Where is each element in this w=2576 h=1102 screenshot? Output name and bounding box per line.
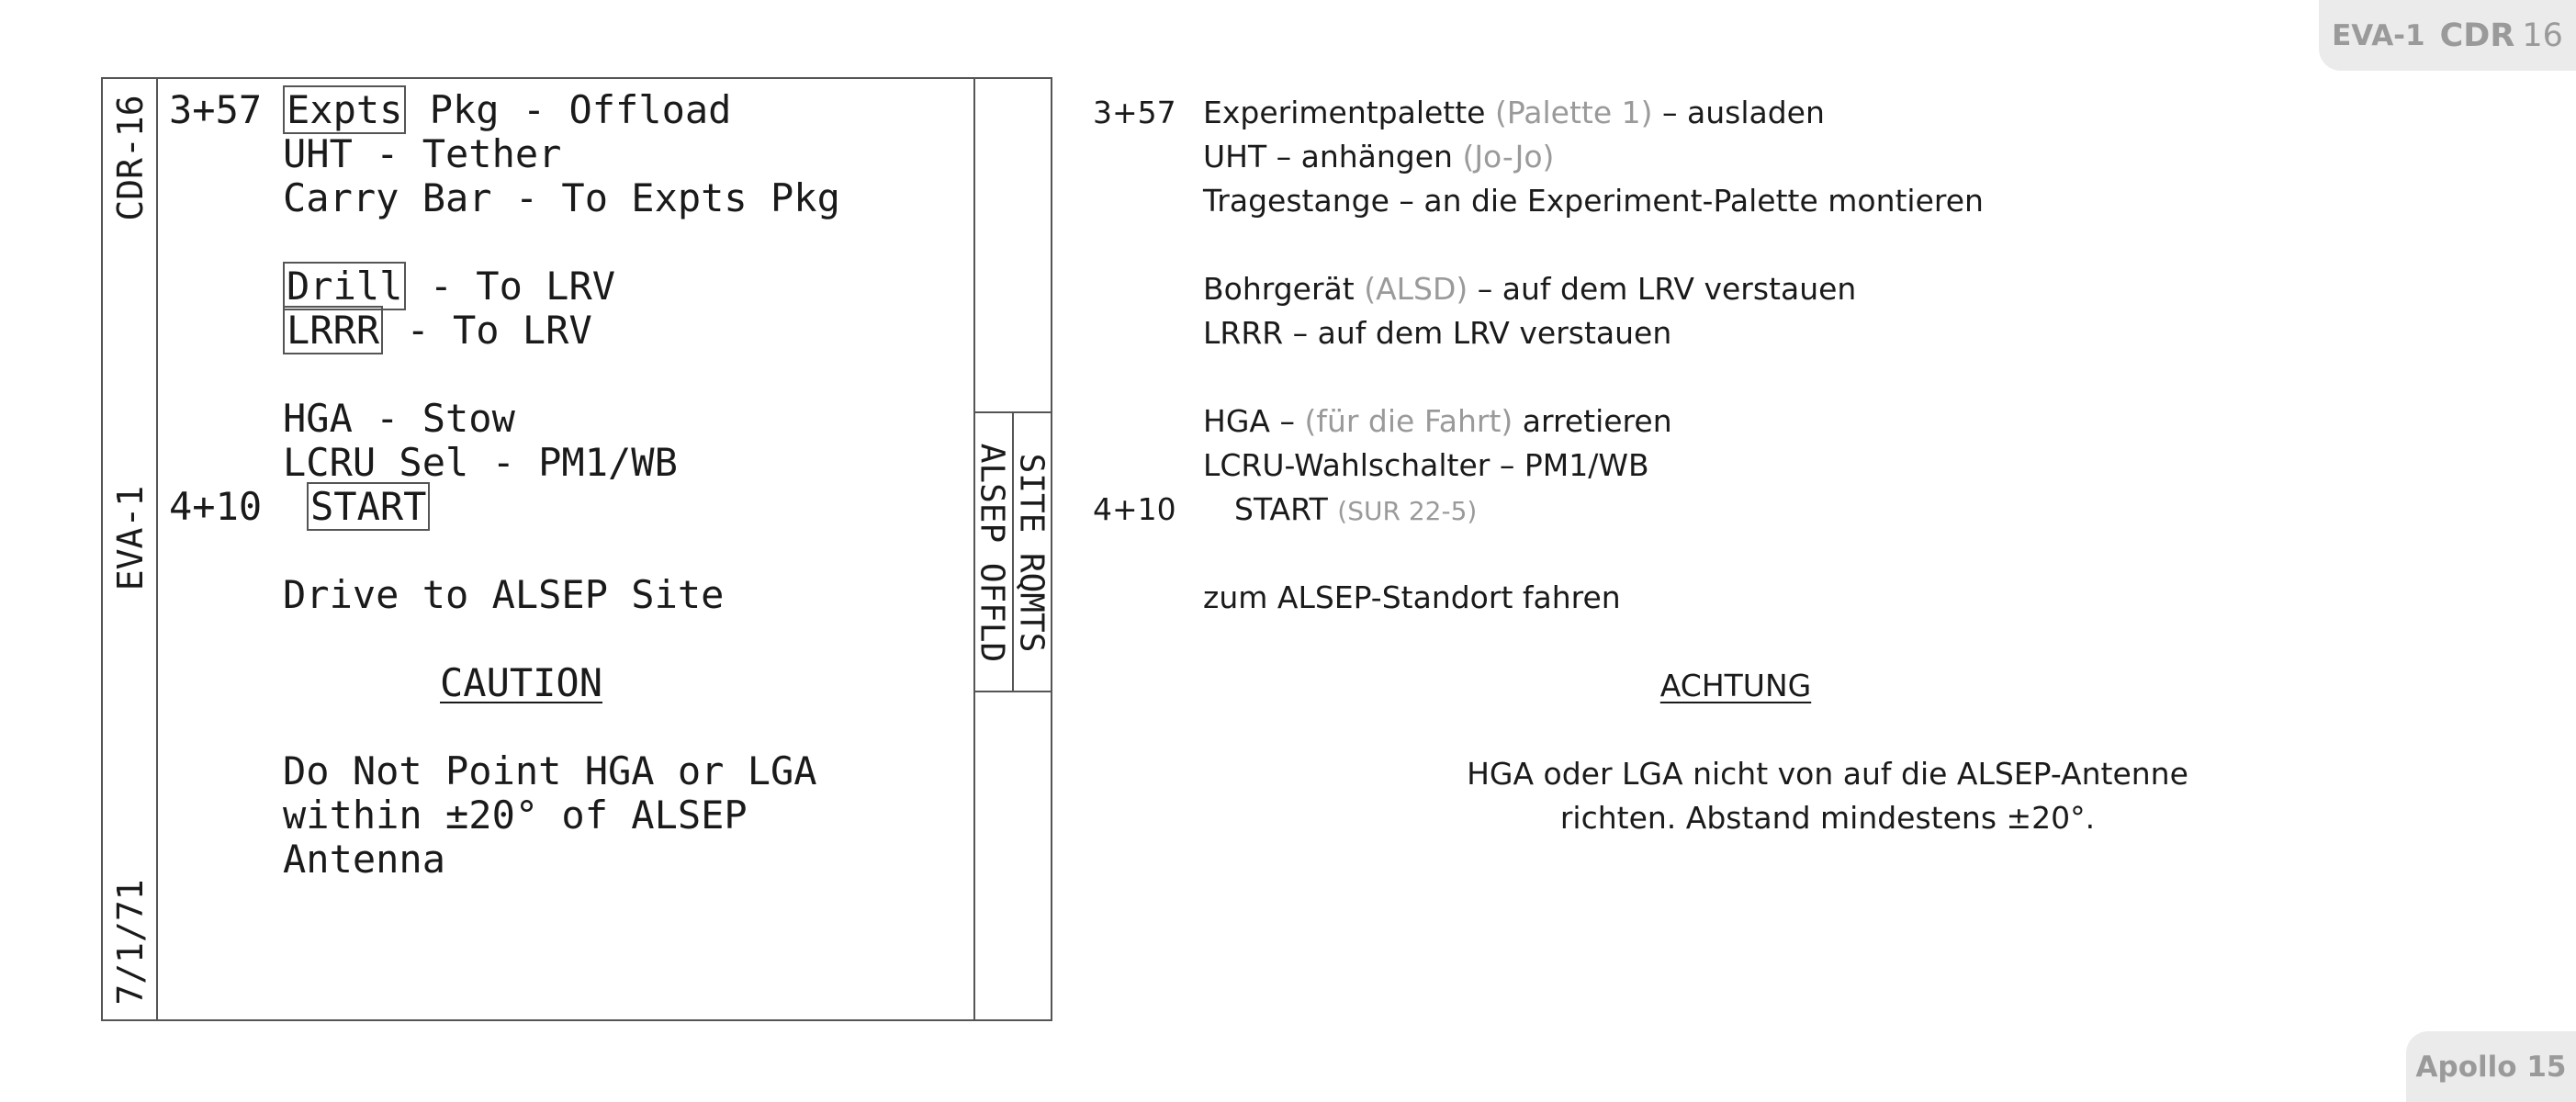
card-line-drive: Drive to ALSEP Site: [283, 572, 725, 617]
de-line-4-b: – auf dem LRV verstauen: [1468, 271, 1857, 307]
de-line-4-a: Bohrgerät: [1203, 271, 1365, 307]
expts-box: Expts: [283, 85, 406, 134]
de-line-9: zum ALSEP-Standort fahren: [1203, 579, 1621, 615]
card-warning-2: within ±20° of ALSEP: [283, 793, 748, 838]
card-time-357: 3+57: [169, 87, 263, 132]
site-rqmts-label: SITE RQMTS: [1012, 453, 1051, 653]
de-line-3: Tragestange – an die Experiment-Palette montieren: [1203, 183, 1984, 219]
card-line-start: [307, 485, 430, 529]
lrrr-rest: - To LRV: [383, 308, 592, 353]
expts-rest: Pkg - Offload: [406, 87, 732, 132]
de-line-8-a: START: [1234, 491, 1338, 527]
footer-badge: [2406, 1031, 2576, 1102]
card-right-strip: [973, 79, 1051, 1019]
de-caution: ACHTUNG: [1659, 668, 1812, 703]
card-line-lrrr: [283, 309, 592, 353]
de-line-1-gray: (Palette 1): [1494, 95, 1653, 130]
header-page-number: 16: [2522, 17, 2563, 54]
de-line-1-b: – ausladen: [1652, 95, 1825, 130]
card-time-410: 4+10: [169, 484, 263, 529]
footer-mission: Apollo 15: [2415, 1050, 2567, 1084]
de-line-6-gray: (für die Fahrt): [1304, 403, 1513, 439]
card-line-hga: HGA - Stow: [283, 396, 515, 441]
site-rqmts-box: [973, 411, 1052, 692]
card-line-uht: UHT - Tether: [283, 131, 562, 176]
de-line-6-a: HGA –: [1203, 403, 1305, 439]
card-line-drill: [283, 264, 615, 309]
de-time-357: 3+57: [1093, 95, 1176, 130]
page-header-badge: [2319, 0, 2576, 71]
de-line-6: [1203, 399, 1672, 444]
de-line-2: [1203, 135, 1554, 179]
de-warning-1: HGA oder LGA nicht von auf die ALSEP-Antenne: [1467, 756, 2188, 792]
de-line-2-gray: (Jo-Jo): [1462, 139, 1555, 174]
card-warning-3: Antenna: [283, 837, 446, 882]
de-line-4: [1203, 267, 1856, 311]
de-line-1: [1203, 91, 1825, 135]
card-label-cdr: CDR-16: [110, 95, 151, 221]
card-label-eva: EVA-1: [110, 485, 151, 591]
de-line-5: LRRR – auf dem LRV verstauen: [1203, 315, 1672, 351]
drill-rest: - To LRV: [406, 264, 616, 309]
card-warning-1: Do Not Point HGA or LGA: [283, 748, 817, 793]
card-left-strip: [103, 79, 158, 1019]
lrrr-box: LRRR: [283, 306, 383, 354]
header-role: CDR: [2439, 17, 2515, 54]
de-warning-2: richten. Abstand mindestens ±20°.: [1559, 800, 2096, 836]
de-line-8: [1234, 488, 1477, 534]
de-line-6-b: arretieren: [1513, 403, 1672, 439]
de-line-7: LCRU-Wahlschalter – PM1/WB: [1203, 447, 1649, 483]
card-line-expts: [283, 88, 731, 132]
de-line-8-gray: (SUR 22-5): [1337, 496, 1478, 526]
card-caution: CAUTION: [440, 660, 603, 705]
de-time-410: 4+10: [1093, 491, 1176, 527]
de-line-2-a: UHT – anhängen: [1203, 139, 1463, 174]
drill-box: Drill: [283, 262, 406, 310]
start-box: START: [307, 482, 430, 531]
checklist-card: [101, 77, 1052, 1021]
card-label-date: 7/1/71: [110, 879, 151, 1006]
header-eva: EVA-1: [2332, 18, 2425, 52]
alsep-offld-label: ALSEP OFFLD: [973, 443, 1011, 663]
de-line-4-gray: (ALSD): [1364, 271, 1468, 307]
card-line-lcru: LCRU Sel - PM1/WB: [283, 440, 678, 485]
card-line-carry-bar: Carry Bar - To Expts Pkg: [283, 175, 840, 220]
de-line-1-a: Experimentpalette: [1203, 95, 1495, 130]
